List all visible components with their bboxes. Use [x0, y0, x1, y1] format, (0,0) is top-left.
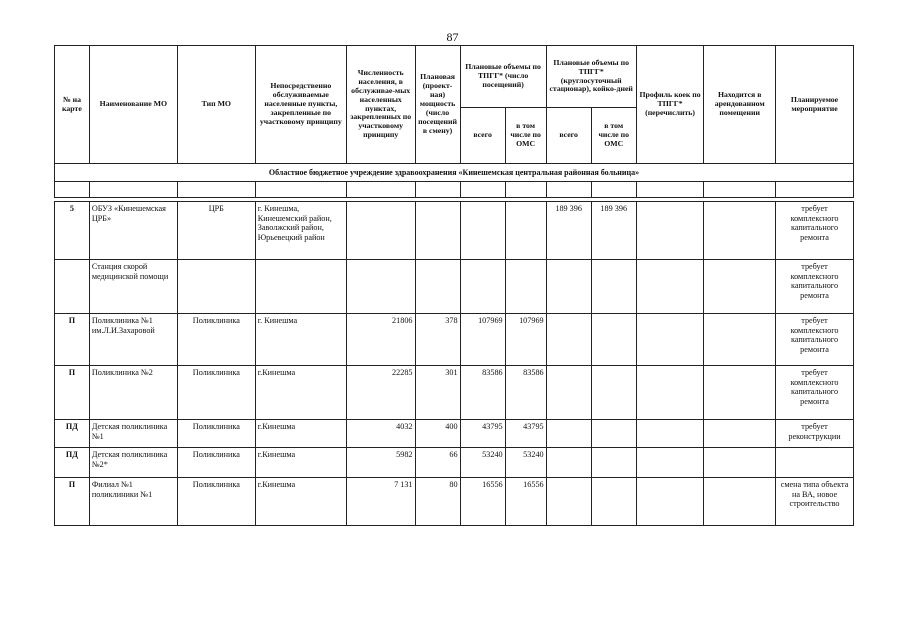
cell-rented [704, 366, 776, 420]
section-row [55, 164, 854, 182]
table-row [55, 478, 854, 526]
cell-planned [776, 448, 854, 478]
cell-capacity: 301 [415, 366, 460, 420]
cell-map-no [55, 260, 90, 314]
cell-planned: требует реконструкции [776, 420, 854, 448]
data-rows [55, 202, 854, 526]
cell-map-no: ПД [55, 448, 90, 478]
cell-points: г.Кинешма [255, 478, 346, 526]
cell-capacity [415, 202, 460, 260]
cell-name: Станция скорой медицинской помощи [89, 260, 177, 314]
cell-capacity: 400 [415, 420, 460, 448]
cell-beds-total [546, 448, 591, 478]
cell-population [346, 260, 415, 314]
cell-beds-total [546, 314, 591, 366]
cell-profile [636, 448, 704, 478]
cell-beds-oms [591, 478, 636, 526]
table-row [55, 366, 854, 420]
cell-rented [704, 420, 776, 448]
cell-visits-oms [505, 202, 546, 260]
table-row [55, 314, 854, 366]
cell-type: ЦРБ [177, 202, 255, 260]
cell-profile [636, 202, 704, 260]
cell-visits-total: 16556 [460, 478, 505, 526]
cell-population: 7 131 [346, 478, 415, 526]
cell-points [255, 260, 346, 314]
cell-visits-total [460, 202, 505, 260]
cell-population: 22285 [346, 366, 415, 420]
page-number: 87 [446, 30, 459, 44]
cell-points: г.Кинешма [255, 420, 346, 448]
cell-beds-oms: 189 396 [591, 202, 636, 260]
cell-visits-oms: 43795 [505, 420, 546, 448]
cell-beds-oms [591, 314, 636, 366]
table-row [55, 260, 854, 314]
header-rented: Находится в арендованном помещении [704, 46, 776, 164]
cell-rented [704, 448, 776, 478]
medical-facilities-table [54, 45, 854, 526]
header-served-points: Непосредственно обслуживаемые населенные пункты, закрепленные по участковому принципу [255, 46, 346, 164]
cell-beds-total [546, 420, 591, 448]
header-beds-group: Плановые объемы по ТПГГ* (круглосуточный стационар), койко-дней [546, 46, 636, 108]
cell-name: Детская поликлиника №1 [89, 420, 177, 448]
cell-visits-oms [505, 260, 546, 314]
table-row [55, 420, 854, 448]
cell-visits-oms: 53240 [505, 448, 546, 478]
header-profile: Профиль коек по ТПГГ* (перечислить) [636, 46, 704, 164]
cell-planned: требует комплексного капитального ремонта [776, 202, 854, 260]
cell-visits-oms: 83586 [505, 366, 546, 420]
cell-type: Поликлиника [177, 478, 255, 526]
cell-points: г.Кинешма [255, 366, 346, 420]
cell-beds-oms [591, 366, 636, 420]
cell-planned: требует комплексного капитального ремонта [776, 366, 854, 420]
cell-visits-total: 53240 [460, 448, 505, 478]
cell-visits-total [460, 260, 505, 314]
cell-profile [636, 314, 704, 366]
cell-population [346, 202, 415, 260]
header-beds-oms: в том числе по ОМС [591, 108, 636, 164]
cell-rented [704, 260, 776, 314]
cell-rented [704, 478, 776, 526]
cell-rented [704, 202, 776, 260]
cell-capacity: 66 [415, 448, 460, 478]
cell-visits-total: 43795 [460, 420, 505, 448]
cell-map-no: ПД [55, 420, 90, 448]
cell-visits-total: 107969 [460, 314, 505, 366]
cell-name: Поликлиника №2 [89, 366, 177, 420]
cell-capacity: 80 [415, 478, 460, 526]
cell-type: Поликлиника [177, 366, 255, 420]
cell-planned: смена типа объекта на ВА, новое строительство [776, 478, 854, 526]
cell-map-no: 5 [55, 202, 90, 260]
cell-profile [636, 420, 704, 448]
table-header [55, 46, 854, 164]
cell-beds-oms [591, 420, 636, 448]
header-mo-type: Тип МО [177, 46, 255, 164]
cell-profile [636, 260, 704, 314]
cell-name: ОБУЗ «Кинешемская ЦРБ» [89, 202, 177, 260]
cell-rented [704, 314, 776, 366]
cell-type [177, 260, 255, 314]
header-mo-name: Наименование МО [89, 46, 177, 164]
cell-type: Поликлиника [177, 448, 255, 478]
cell-map-no: П [55, 366, 90, 420]
cell-population: 4032 [346, 420, 415, 448]
header-map-no: № на карте [55, 46, 90, 164]
cell-type: Поликлиника [177, 314, 255, 366]
header-planned: Планируемое мероприятие [776, 46, 854, 164]
cell-type: Поликлиника [177, 420, 255, 448]
cell-beds-total [546, 478, 591, 526]
cell-beds-oms [591, 260, 636, 314]
cell-points: г.Кинешма [255, 448, 346, 478]
cell-population: 5982 [346, 448, 415, 478]
table-row [55, 202, 854, 260]
cell-beds-total [546, 260, 591, 314]
header-population: Численность населения, в обслуживае-мых населенных пунктах, закрепленных по участковому принципу [346, 46, 415, 164]
header-visits-oms: в том числе по ОМС [505, 108, 546, 164]
header-visits-total: всего [460, 108, 505, 164]
cell-beds-total: 189 396 [546, 202, 591, 260]
header-visits-group: Плановые объемы по ТПГГ* (число посещений) [460, 46, 546, 108]
cell-name: Детская поликлиника №2* [89, 448, 177, 478]
cell-visits-total: 83586 [460, 366, 505, 420]
cell-visits-oms: 16556 [505, 478, 546, 526]
cell-planned: требует комплексного капитального ремонта [776, 260, 854, 314]
cell-capacity [415, 260, 460, 314]
cell-name: Поликлиника №1 им.Л.И.Захаровой [89, 314, 177, 366]
cell-capacity: 378 [415, 314, 460, 366]
cell-beds-oms [591, 448, 636, 478]
cell-visits-oms: 107969 [505, 314, 546, 366]
header-capacity: Плановая (проект-ная) мощность (число посещений в смену) [415, 46, 460, 164]
cell-map-no: П [55, 314, 90, 366]
table-row [55, 448, 854, 478]
cell-name: Филиал №1 поликлиники №1 [89, 478, 177, 526]
cell-profile [636, 478, 704, 526]
cell-planned: требует комплексного капитального ремонта [776, 314, 854, 366]
cell-profile [636, 366, 704, 420]
cell-population: 21806 [346, 314, 415, 366]
spacer-row [55, 182, 854, 198]
cell-points: г. Кинешма, Кинешемский район, Заволжский район, Юрьевецкий район [255, 202, 346, 260]
cell-beds-total [546, 366, 591, 420]
header-beds-total: всего [546, 108, 591, 164]
cell-map-no: П [55, 478, 90, 526]
cell-points: г. Кинешма [255, 314, 346, 366]
section-title: Областное бюджетное учреждение здравоохранения «Кинешемская центральная районная больница» [55, 164, 854, 182]
